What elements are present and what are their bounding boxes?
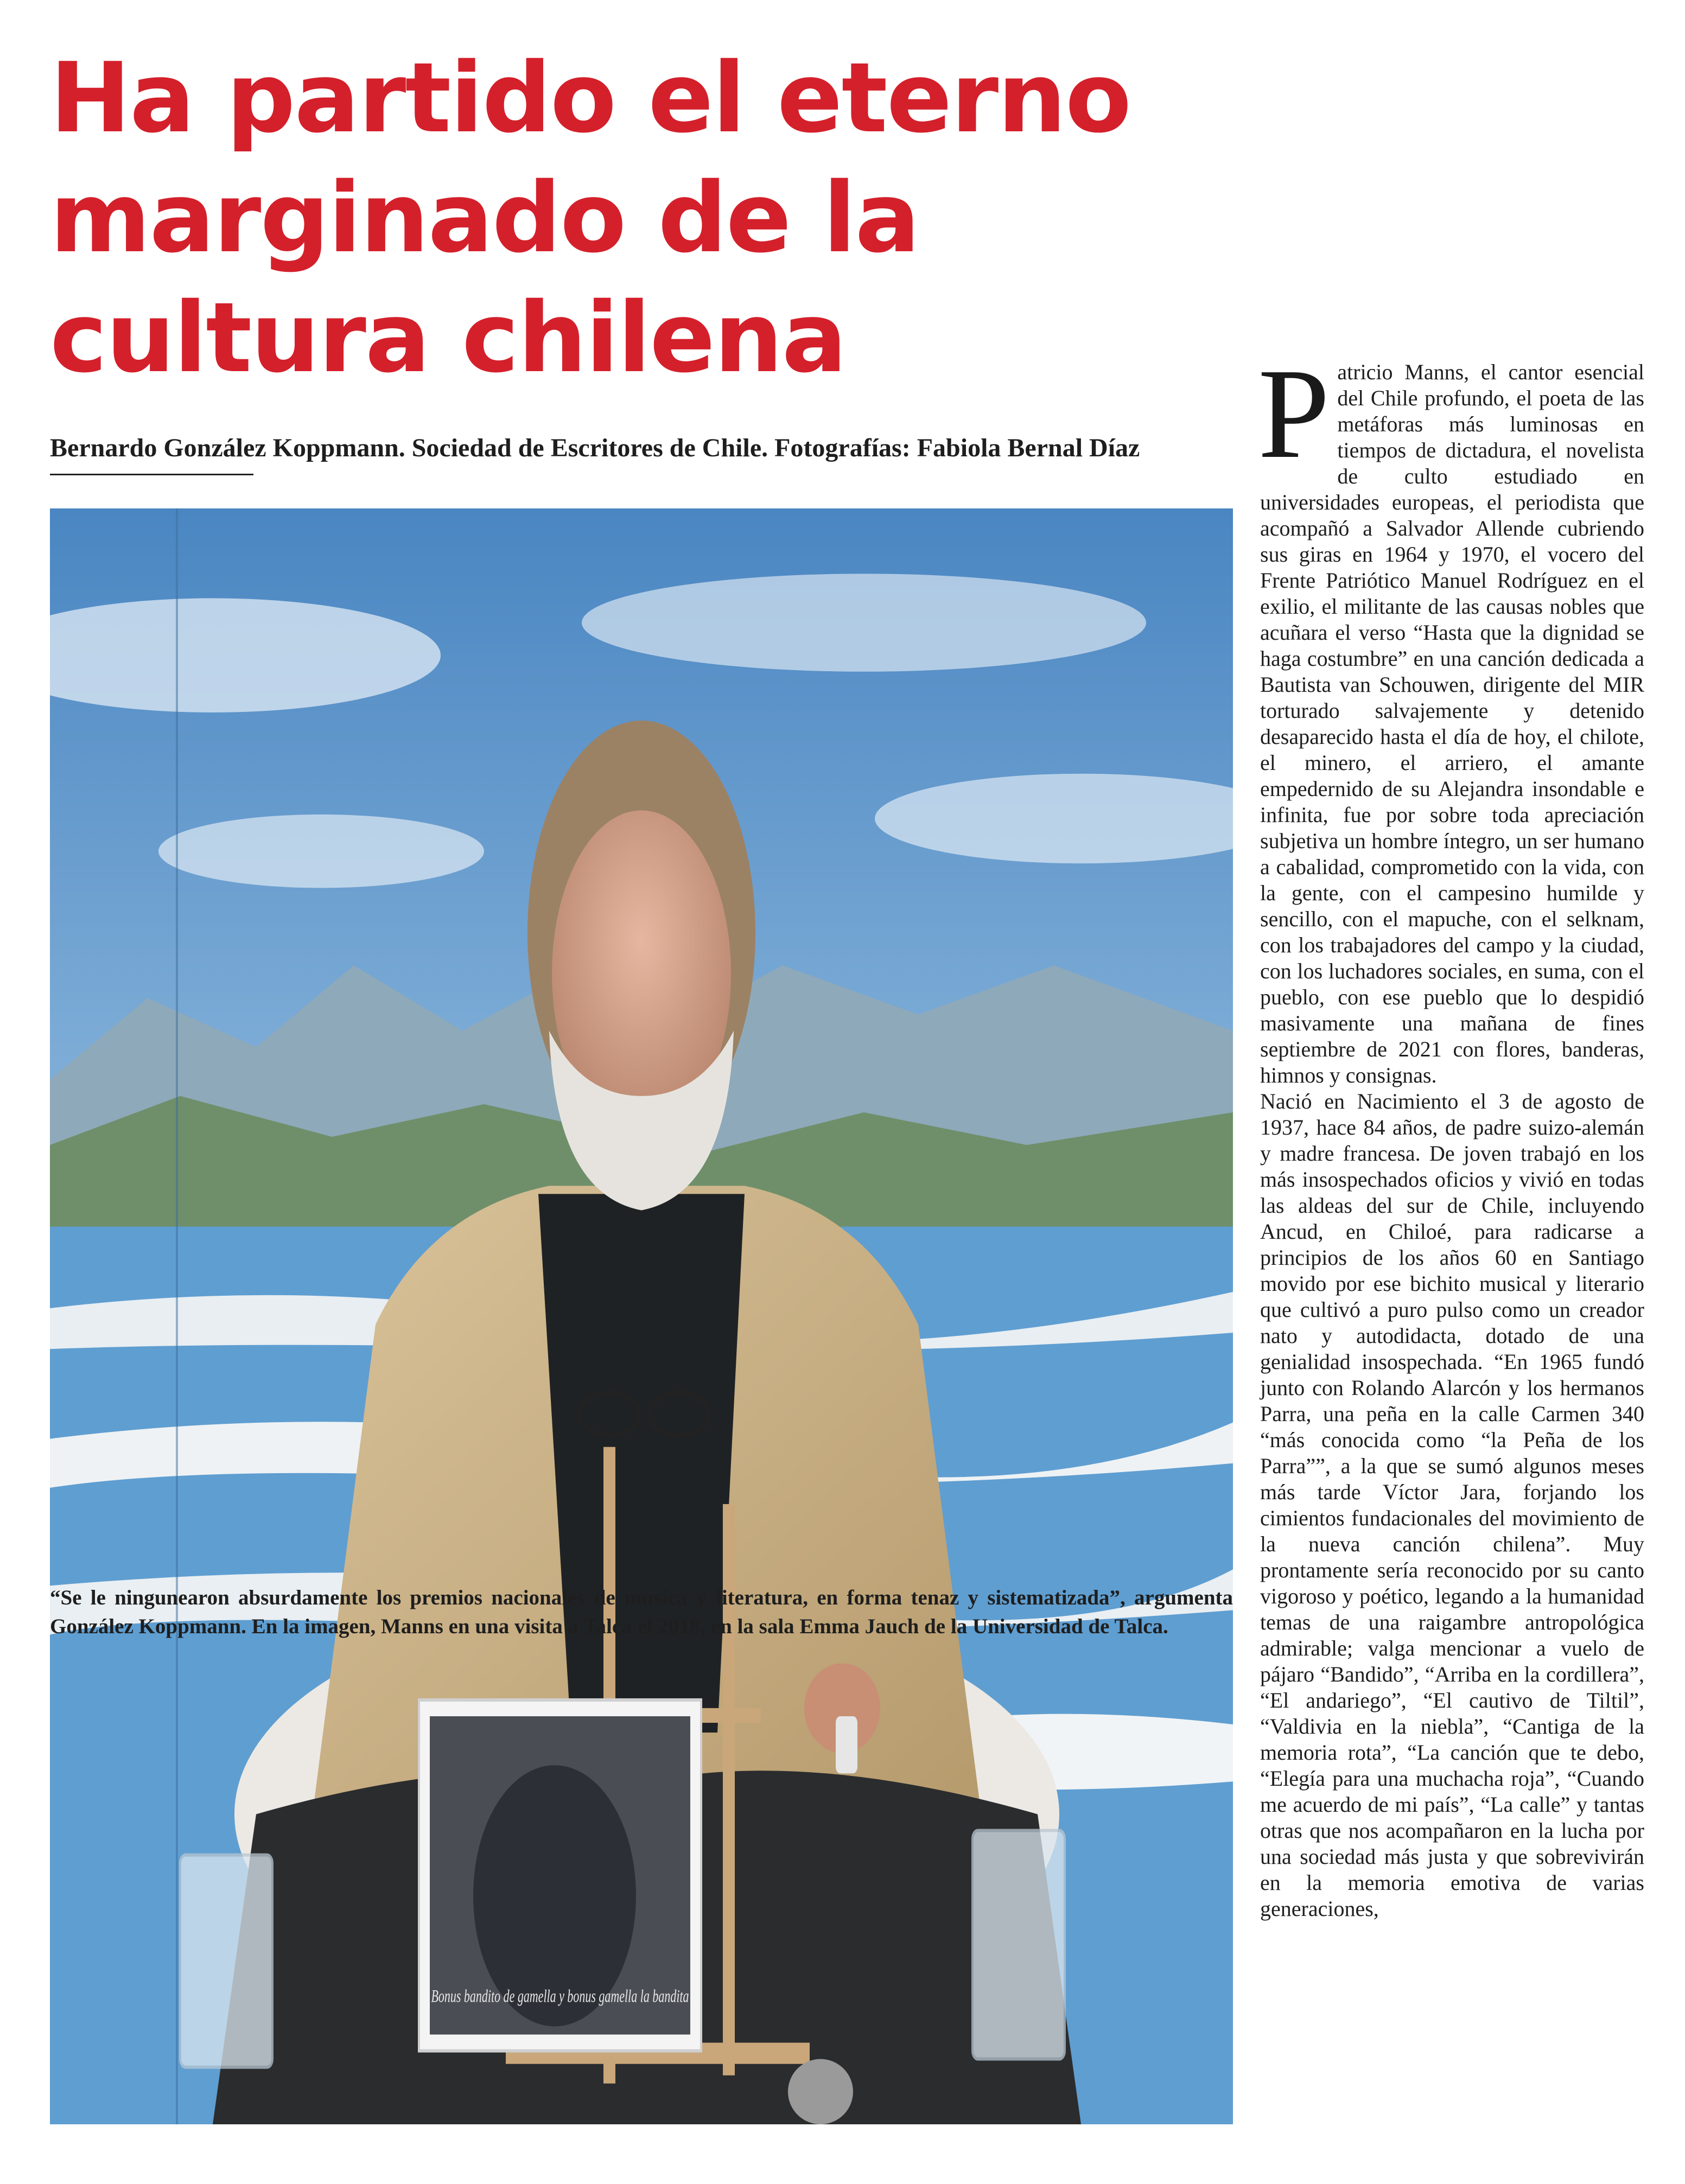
byline-rule [50, 474, 253, 475]
body-paragraph-1 [1258, 342, 1644, 1088]
book-cover-title: Bonus bandito de gamella y bonus gamella la bandita [431, 1986, 689, 2007]
body-paragraph-2: Nació en Nacimiento el 3 de agosto de 1937, hace 84 años, de padre suizo-alemán y madre francesa. De joven trabajó en los más insospechados oficios y vivió en todas las aldeas del sur de Chile, incluyendo Ancud, en Chiloé, para radicarse a principios de los años 60 en Santiago movido por ese bichito musical y literario que cultivó a puro pulso como un creador nato y autodidacta, dotado de una genialidad insospechada. “En 1965 fundó junto con Rolando Alarcón y los hermanos Parra, una peña en la calle Carmen 340 “más conocida como “la Peña de los Parra””, a la que se sumó algunos meses más tarde Víctor Jara, forjando los cimientos fundacionales del movimiento de la nueva canción chilena”. Muy prontamente sería reconocido por su canto vigoroso y poético, legando a la humanidad temas de una raigambre antropológica admirable; valga mencionar a vuelo de pájaro “Bandido”, “Arriba en la cordillera”, “El andariego”, “El cautivo de Tiltil”, “Valdivia en la niebla”, “Cantiga de la memoria rota”, “La canción que te debo, “Elegía para una muchacha roja”, “Cuando me acuerdo de mi país”, “La calle” y tantas otras que nos acompañaron en la lucha por una sociedad más justa y que sobrevivirán en la memoria emotiva de varias generaciones, [1260, 1089, 1644, 1921]
article-body [1258, 342, 1644, 1922]
headline: Ha partido el eterno marginado de la cultura chilena [50, 42, 1131, 394]
body-paragraph-1-text: atricio Manns, el cantor esencial del Chile profundo, el poeta de las metáforas más luminosas en tiempos de dictadura, el novelista de culto estudiado en universidades europeas, el periodista que acompañó a Salvador Allende cubriendo sus giras en 1964 y 1970, el vocero del Frente Patriótico Manuel Rodríguez en el exilio, el militante de las causas nobles que acuñara el verso “Hasta que la dignidad se haga costumbre” en una canción dedicada a Bautista van Schouwen, dirigente del MIR torturado salvajemente y detenido desaparecido hasta el día de hoy, el chilote, el minero, el arriero, el amante empedernido de su Alejandra insondable e infinita, fue por sobre toda apreciación subjetiva un hombre íntegro, un ser humano a cabalidad, comprometido con la vida, con la gente, con el campesino humilde y sencillo, con el mapuche, con el selknam, con los trabajadores del campo y la ciudad, con los luchadores sociales, en suma, con el pueblo, con ese pueblo que lo despidió masivamente una mañana de fines septiembre de 2021 con flores, banderas, himnos y consignas. [1260, 360, 1644, 1087]
article-photo [50, 508, 1233, 2124]
photo-caption: “Se le ningunearon absurdamente los premios nacionales de música y literatura, en forma tenaz y sistematizada”, argumenta González Koppmann. En la imagen, Manns en una visita a Talca el 2018, en la sala Emma Jauch de la Universidad de Talca. [50, 1586, 1233, 1638]
drop-cap: P [1258, 342, 1330, 485]
byline: Bernardo González Koppmann. Sociedad de Escritores de Chile. Fotografías: Fabiola Bernal Díaz [50, 434, 1140, 462]
